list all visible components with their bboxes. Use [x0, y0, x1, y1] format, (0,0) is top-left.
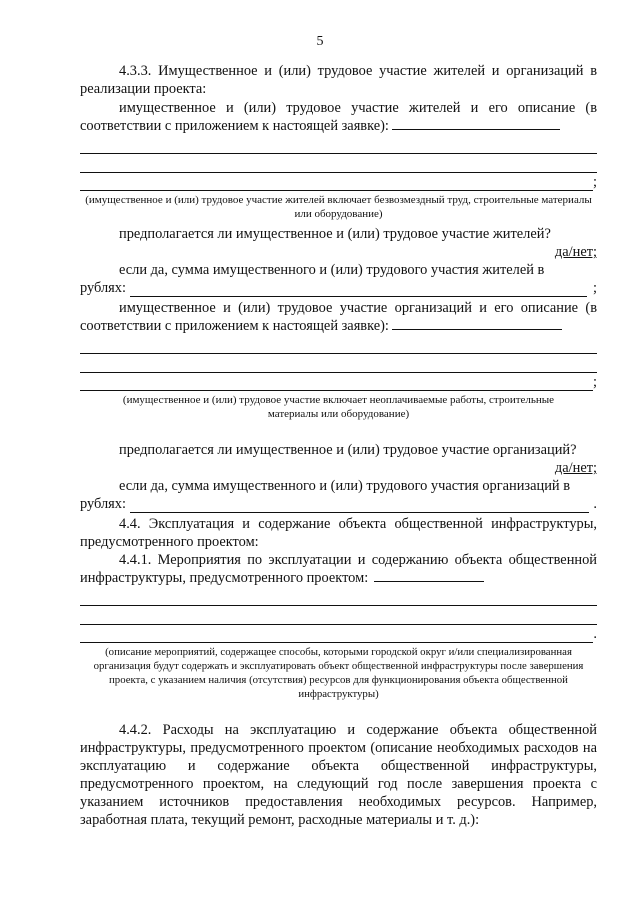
section-4-3-3-heading: 4.3.3. Имущественное и (или) трудовое участие жителей и организаций в реализации проекта: — [80, 63, 597, 97]
orgs-blank-line-1[interactable] — [80, 335, 597, 354]
residents-blank-line-1[interactable] — [80, 135, 597, 154]
residents-blank-line-3: ; — [80, 173, 597, 191]
section-4-4-1-note: (описание мероприятий, содержащее способы, которыми городской округ и/или специализированная организация будут содержать и эксплуатировать объект общественной инфраструктуры после завершения проекта, с указанием наличия (отсутствия) ресурсов для функционирования объекта общественной инфраструктуры) — [93, 646, 584, 700]
residents-question: предполагается ли имущественное и (или) трудовое участие жителей? — [119, 226, 551, 242]
section-4-4-2-text: 4.4.2. Расходы на эксплуатацию и содержание объекта общественной инфраструктуры, предусмотренного проектом (описание необходимых расходов на эксплуатацию и содержание объекта общественной инфраструктуры, предусмотренного проектом, на следующий год после завершения проекта с указанием источников предоставления необходимых ресурсов. Например, заработная плата, текущий ремонт, расходные материалы и т. д.): — [80, 722, 597, 828]
orgs-sum-label: если да, сумма имущественного и (или) трудового участия организаций в — [119, 478, 570, 494]
orgs-description-block — [80, 299, 597, 421]
s441-blank-line-2[interactable] — [80, 606, 597, 625]
s441-fill-line[interactable] — [374, 569, 484, 582]
residents-yes-no[interactable]: да/нет; — [554, 244, 597, 260]
page-number: 5 — [316, 34, 324, 49]
orgs-yes-no[interactable]: да/нет; — [554, 460, 597, 476]
orgs-blank-line-3-field[interactable] — [80, 377, 593, 391]
orgs-blank-line-3: ; — [80, 373, 597, 391]
orgs-question: предполагается ли имущественное и (или) трудовое участие организаций? — [119, 442, 577, 458]
residents-sum-label: если да, сумма имущественного и (или) трудового участия жителей в — [119, 262, 545, 278]
orgs-blank-line-2[interactable] — [80, 354, 597, 373]
section-4-4-1-text: 4.4.1. Мероприятия по эксплуатации и содержанию объекта общественной инфраструктуры, предусмотренного проектом: — [80, 552, 597, 586]
section-4-4-heading: 4.4. Эксплуатация и содержание объекта общественной инфраструктуры, предусмотренного проектом: — [80, 516, 597, 550]
residents-note: (имущественное и (или) трудовое участие жителей включает безвозмездный труд, строительные материалы или оборудование) — [85, 194, 592, 220]
residents-sum-row: рублях: ; — [80, 280, 597, 296]
residents-intro: имущественное и (или) трудовое участие жителей и его описание (в соответствии с приложением к настоящей заявке): — [80, 100, 597, 134]
s441-blank-line-1[interactable] — [80, 587, 597, 606]
orgs-sum-row: рублях: . — [80, 496, 597, 512]
document-body — [80, 62, 597, 829]
residents-description-block — [80, 99, 597, 221]
residents-fill-line[interactable] — [392, 117, 560, 130]
residents-blank-line-2[interactable] — [80, 154, 597, 173]
s441-blank-line-3: . — [80, 625, 597, 643]
residents-sum-input[interactable] — [130, 283, 587, 297]
orgs-sum-input[interactable] — [130, 499, 589, 513]
orgs-fill-line[interactable] — [392, 317, 562, 330]
orgs-note: (имущественное и (или) трудовое участие включает неоплачиваемые работы, строительные материалы или оборудование) — [122, 394, 555, 420]
residents-blank-line-3-field[interactable] — [80, 177, 593, 191]
orgs-intro: имущественное и (или) трудовое участие организаций и его описание (в соответствии с приложением к настоящей заявке): — [80, 300, 597, 334]
s441-blank-line-3-field[interactable] — [80, 629, 593, 643]
